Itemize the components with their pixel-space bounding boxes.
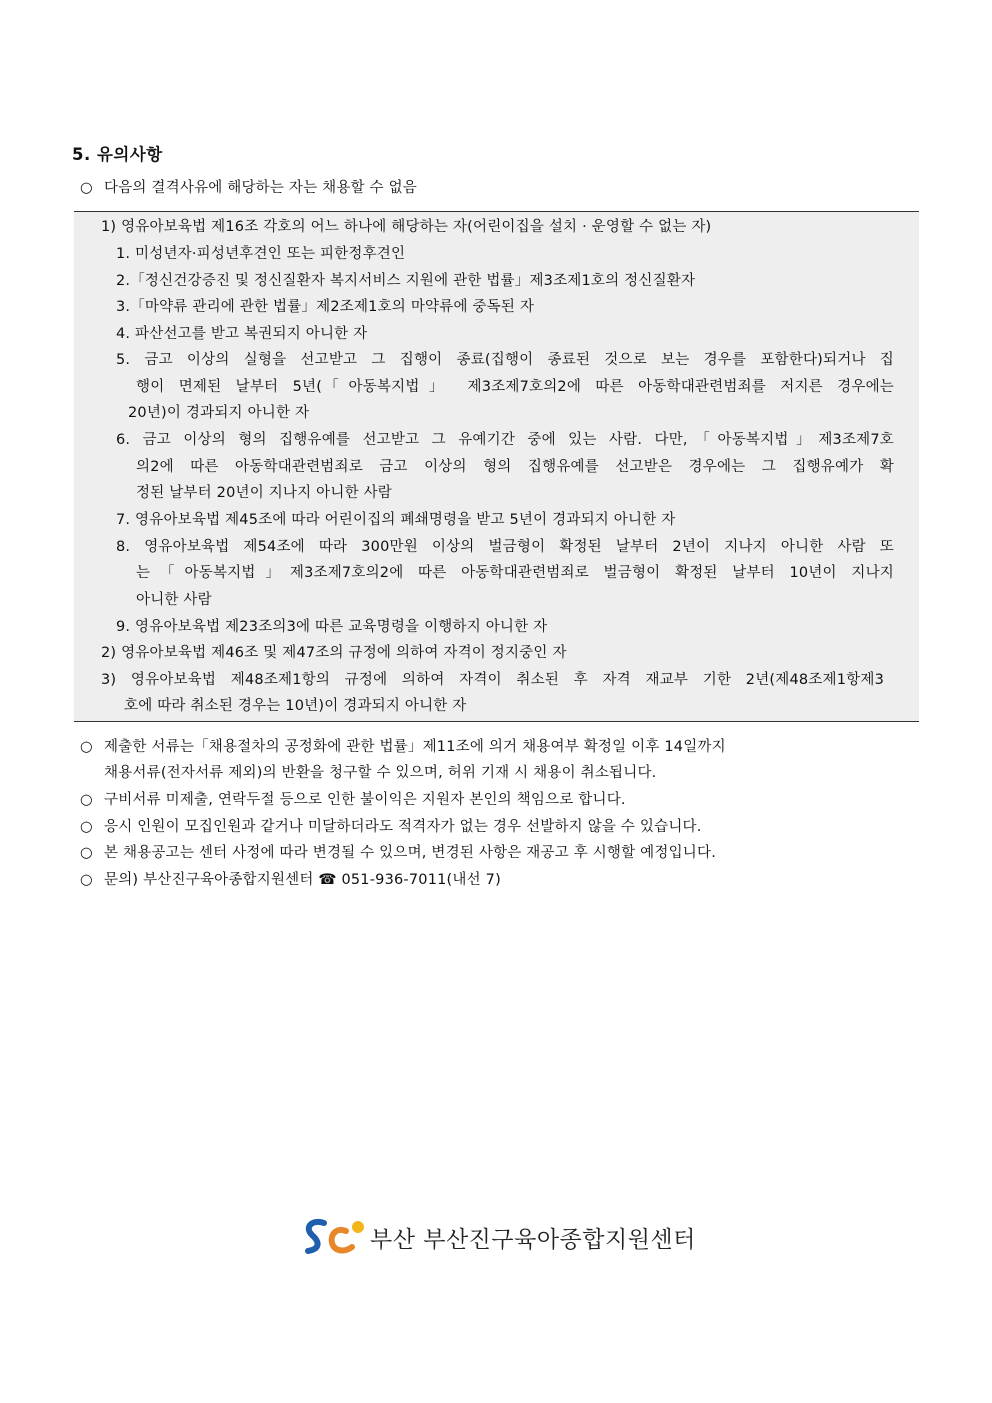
bullet-mark: ○ bbox=[80, 739, 93, 755]
note-3-text: 응시 인원이 모집인원과 같거나 미달하더라도 적격자가 없는 경우 선발하지 않을 수 있습니다. bbox=[104, 819, 702, 835]
sub-item-1: 1. 미성년자·피성년후견인 또는 피한정후견인 bbox=[116, 246, 406, 262]
sub-item-8-line-1: 8. 영유아보육법 제54조에 따라 300만원 이상의 벌금형이 확정된 날부터 2년이 지나지 아니한 사람 또 bbox=[116, 539, 894, 555]
note-1-text: 제출한 서류는「채용절차의 공정화에 관한 법률」제11조에 의거 채용여부 확정일 이후 14일까지 bbox=[104, 739, 726, 755]
item-1: 1) 영유아보육법 제16조 각호의 어느 하나에 해당하는 자(어린이집을 설치 · 운영할 수 없는 자) bbox=[101, 219, 712, 235]
note-2-text: 구비서류 미제출, 연락두절 등으로 인한 불이익은 지원자 본인의 책임으로 합니다. bbox=[104, 792, 626, 808]
bullet-mark: ○ bbox=[80, 872, 93, 888]
note-5 bbox=[80, 867, 501, 893]
bullet-mark: ○ bbox=[80, 180, 93, 196]
note-2 bbox=[80, 787, 626, 813]
bullet-mark: ○ bbox=[80, 845, 93, 861]
sub-item-5-line-2: 행이 면제된 날부터 5년(「아동복지법」 제3조제7호의2에 따른 아동학대관련범죄를 저지른 경우에는 bbox=[136, 379, 894, 395]
intro-text: 다음의 결격사유에 해당하는 자는 채용할 수 없음 bbox=[104, 180, 417, 196]
item-2: 2) 영유아보육법 제46조 및 제47조의 규정에 의하여 자격이 정지중인 자 bbox=[101, 645, 567, 661]
item-3-line-1: 3) 영유아보육법 제48조제1항의 규정에 의하여 자격이 취소된 후 자격 재교부 기한 2년(제48조제1항제3 bbox=[101, 672, 884, 688]
note-1 bbox=[80, 734, 726, 760]
note-5-text: 문의) 부산진구육아종합지원센터 ☎ 051-936-7011(내선 7) bbox=[104, 872, 501, 888]
note-1-continuation: 채용서류(전자서류 제외)의 반환을 청구할 수 있으며, 허위 기재 시 채용이 취소됩니다. bbox=[104, 765, 657, 781]
section-title: 5. 유의사항 bbox=[72, 145, 163, 164]
note-3 bbox=[80, 814, 702, 840]
bullet-mark: ○ bbox=[80, 792, 93, 808]
sub-item-6-line-1: 6. 금고 이상의 형의 집행유예를 선고받고 그 유예기간 중에 있는 사람. 다만,「아동복지법」제3조제7호 bbox=[116, 432, 894, 448]
sub-item-5-line-1: 5. 금고 이상의 실형을 선고받고 그 집행이 종료(집행이 종료된 것으로 보는 경우를 포함한다)되거나 집 bbox=[116, 352, 894, 368]
sub-item-5-line-3: 20년)이 경과되지 아니한 자 bbox=[128, 405, 310, 421]
sub-item-3: 3.「마약류 관리에 관한 법률」제2조제1호의 마약류에 중독된 자 bbox=[116, 299, 535, 315]
center-logo-text: 부산 부산진구육아종합지원센터 bbox=[370, 1227, 696, 1253]
sub-item-4: 4. 파산선고를 받고 복권되지 아니한 자 bbox=[116, 326, 368, 342]
sub-item-6-line-3: 정된 날부터 20년이 지나지 아니한 사람 bbox=[136, 485, 392, 501]
note-4 bbox=[80, 840, 716, 866]
sub-item-8-line-3: 아니한 사람 bbox=[136, 592, 212, 608]
sub-item-9: 9. 영유아보육법 제23조의3에 따른 교육명령을 이행하지 아니한 자 bbox=[116, 619, 548, 635]
note-4-text: 본 채용공고는 센터 사정에 따라 변경될 수 있으며, 변경된 사항은 재공고 후 시행할 예정입니다. bbox=[104, 845, 716, 861]
sub-item-6-line-2: 의2에 따른 아동학대관련범죄로 금고 이상의 형의 집행유예를 선고받은 경우에는 그 집행유예가 확 bbox=[136, 459, 894, 475]
item-3-line-2: 호에 따라 취소된 경우는 10년)이 경과되지 아니한 자 bbox=[124, 698, 467, 714]
sub-item-2: 2.「정신건강증진 및 정신질환자 복지서비스 지원에 관한 법률」제3조제1호의 정신질환자 bbox=[116, 273, 696, 289]
sub-item-8-line-2: 는「아동복지법」제3조제7호의2에 따른 아동학대관련범죄로 벌금형이 확정된 날부터 10년이 지나지 bbox=[136, 565, 894, 581]
bullet-mark: ○ bbox=[80, 819, 93, 835]
intro-bullet bbox=[80, 175, 417, 201]
sub-item-7: 7. 영유아보육법 제45조에 따라 어린이집의 폐쇄명령을 받고 5년이 경과되지 아니한 자 bbox=[116, 512, 676, 528]
